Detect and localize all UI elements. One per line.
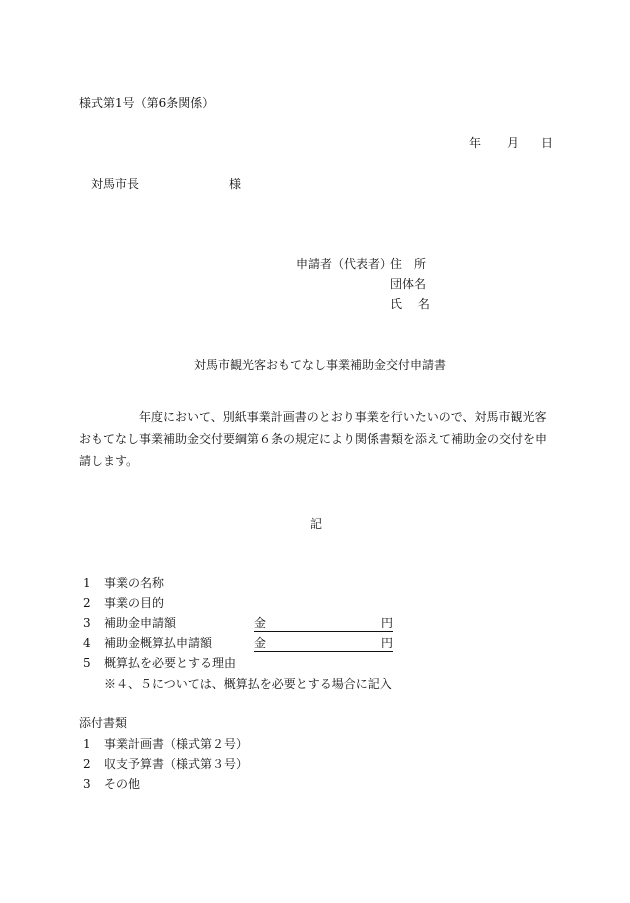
applicant-name-label: 氏 名 <box>390 297 430 311</box>
attachment-number: 1 <box>83 737 91 751</box>
applicant-address-label: 住 所 <box>390 257 427 271</box>
advance-amount-field[interactable] <box>254 637 393 652</box>
attachment-item: 収支予算書（様式第３号） <box>104 757 249 771</box>
ki-heading: 記 <box>310 517 323 531</box>
subsidy-amount-field[interactable] <box>254 617 393 632</box>
note-text: ※４、５については、概算払を必要とする場合に記入 <box>104 677 392 691</box>
attachment-item: 事業計画書（様式第２号） <box>104 737 249 751</box>
date-year: 年 <box>469 136 482 150</box>
item-number: 2 <box>83 596 91 610</box>
item-number: 3 <box>83 616 91 630</box>
document-title: 対馬市観光客おもてなし事業補助金交付申請書 <box>194 358 447 372</box>
attachment-number: 2 <box>83 757 91 771</box>
item-label-project-purpose: 事業の目的 <box>104 596 165 610</box>
attachment-item: その他 <box>104 777 141 791</box>
applicant-group-label: 団体名 <box>390 277 427 291</box>
item-number: 5 <box>83 656 91 670</box>
addressee-name: 対馬市長 <box>91 177 140 191</box>
item-number: 1 <box>83 576 91 590</box>
item-label-advance-amount: 補助金概算払申請額 <box>104 636 213 650</box>
applicant-label: 申請者（代表者） <box>296 257 393 271</box>
item-label-project-name: 事業の名称 <box>104 576 165 590</box>
yen-prefix: 金 <box>254 616 267 630</box>
yen-suffix: 円 <box>380 616 393 630</box>
body-text: 年度において、別紙事業計画書のとおり事業を行いたいので、対馬市観光客おもてなし事業補助金交付要綱第６条の規定により関係書類を添えて補助金の交付を申請します。 <box>79 410 548 468</box>
body-paragraph <box>79 406 553 472</box>
yen-suffix: 円 <box>380 636 393 650</box>
attachment-number: 3 <box>83 777 91 791</box>
addressee-honorific: 様 <box>229 177 242 191</box>
item-number: 4 <box>83 636 91 650</box>
date-month: 月 <box>507 136 520 150</box>
attachments-heading: 添付書類 <box>79 716 128 730</box>
item-label-advance-reason: 概算払を必要とする理由 <box>104 656 237 670</box>
form-number: 様式第1号（第6条関係） <box>79 96 215 110</box>
yen-prefix: 金 <box>254 636 267 650</box>
date-day: 日 <box>541 136 554 150</box>
item-label-subsidy-amount: 補助金申請額 <box>104 616 177 630</box>
